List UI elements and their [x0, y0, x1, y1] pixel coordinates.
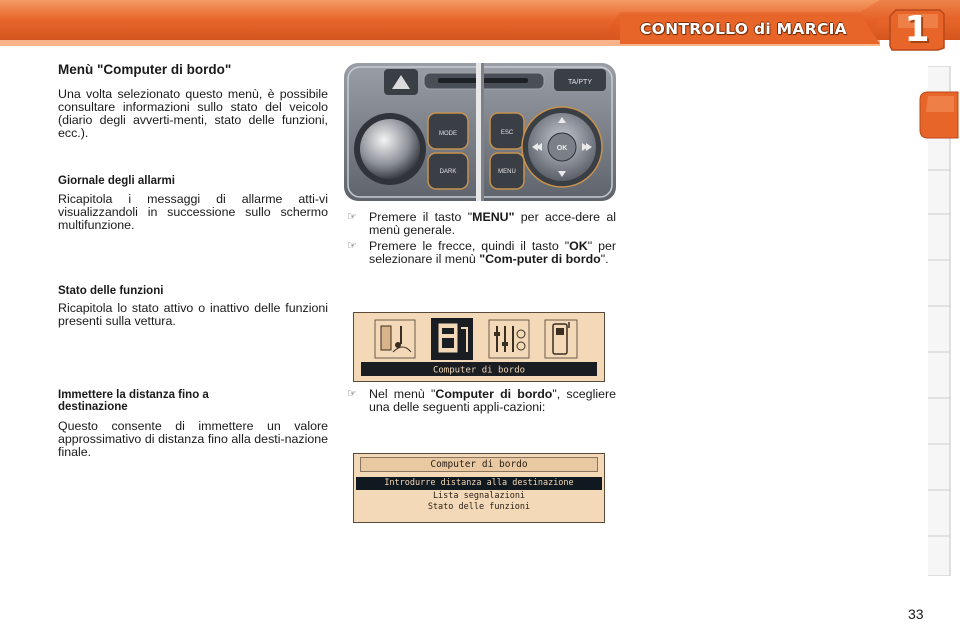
control-panel-figure [344, 63, 616, 201]
trip-computer-menu-screen [353, 453, 605, 523]
active-chapter-tab[interactable] [918, 90, 960, 140]
telephone-icon [545, 320, 577, 358]
trip-computer-icon [431, 318, 473, 360]
chapter-number: 1 [904, 9, 930, 50]
menu-button-label: MENU [498, 169, 516, 175]
distance-heading: Immettere la distanza fino a destinazione [58, 389, 209, 413]
page-number: 33 [908, 606, 924, 622]
mode-button-label: MODE [439, 131, 457, 137]
menu-option-alerts[interactable]: Lista segnalazioni [432, 491, 526, 501]
instruction-step-3: ☞ Nel menù "Computer di bordo", scegliere una delle seguenti appli-cazioni: [347, 387, 616, 414]
hand-pointer-icon: ☞ [347, 240, 357, 252]
alarm-log-text: Ricapitola i messaggi di allarme atti-vi visualizzandoli in successione sullo schermo multifunzione. [58, 192, 328, 232]
intro-text: Una volta selezionato questo menù, è possibile consultare informazioni sullo stato del veicolo (diario degli avverti-menti, stato delle funzioni, ecc.). [58, 87, 328, 140]
dark-button-label: DARK [439, 169, 457, 175]
hand-pointer-icon: ☞ [347, 211, 357, 223]
menu-option-function-status[interactable]: Stato delle funzioni [427, 502, 531, 512]
instruction-step-1: ☞ Premere il tasto "MENU" per acce-dere al menù generale. [347, 210, 617, 237]
settings-icon [489, 320, 529, 358]
header-title: CONTROLLO di MARCIA [640, 20, 847, 38]
function-status-text: Ricapitola lo stato attivo o inattivo delle funzioni presenti sulla vettura. [58, 301, 328, 328]
menu-screen-figure [353, 312, 605, 382]
menu-screen-title: Computer di bordo [360, 457, 598, 472]
menu-option-distance[interactable]: Introdurre distanza alla destinazione [356, 477, 602, 490]
screen-selected-label: Computer di bordo [432, 365, 526, 376]
esc-button-label: ESC [500, 130, 514, 136]
section-title: Menù "Computer di bordo" [58, 62, 232, 77]
index-tabs[interactable] [926, 66, 952, 576]
alarm-log-heading: Giornale degli allarmi [58, 175, 175, 187]
ok-button-label: OK [556, 145, 568, 152]
instruction-step-2: ☞ Premere le frecce, quindi il tasto "OK" per selezionare il menù "Com-puter di bordo". [347, 239, 616, 266]
distance-text: Questo consente di immettere un valore approssimativo di distanza fino alla desti-nazione finale. [58, 419, 328, 459]
tapty-button-label: TA/PTY [568, 79, 592, 86]
multimedia-icon [375, 320, 415, 358]
hand-pointer-icon: ☞ [347, 388, 357, 400]
function-status-heading: Stato delle funzioni [58, 285, 164, 297]
